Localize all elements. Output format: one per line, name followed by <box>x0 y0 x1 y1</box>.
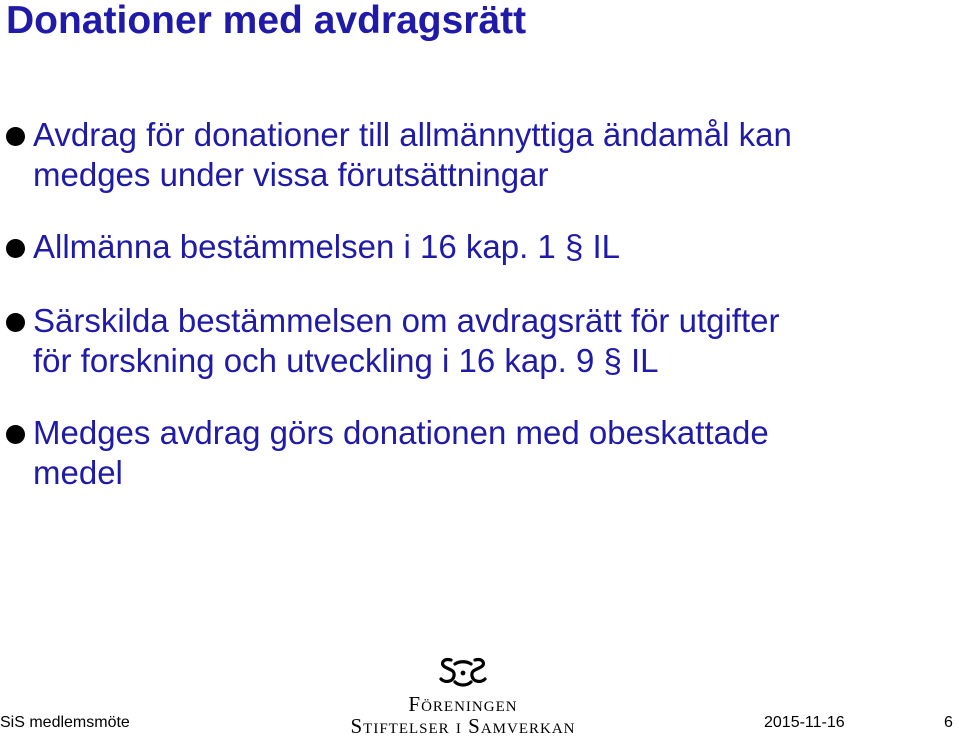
bullet-text-line: Medges avdrag görs donationen med obeskattade <box>33 414 769 451</box>
sis-monogram-icon <box>437 655 489 691</box>
bullet-item <box>33 413 933 493</box>
footer-date: 2015-11-16 <box>764 714 845 731</box>
bullet-text-line: medges under vissa förutsättningar <box>33 156 549 193</box>
logo-text-line1: Föreningen <box>408 692 518 716</box>
bullet-text-line: för forskning och utveckling i 16 kap. 9 § IL <box>33 342 659 379</box>
organization-logo <box>326 655 600 737</box>
bullet-text-line: Avdrag för donationer till allmännyttiga ändamål kan <box>33 116 792 153</box>
bullet-dot-icon <box>6 239 25 258</box>
bullet-dot-icon <box>6 313 25 332</box>
bullet-text-line: Allmänna bestämmelsen i 16 kap. 1 § IL <box>33 228 620 265</box>
bullet-item <box>33 227 933 267</box>
bullet-text-line: Särskilda bestämmelsen om avdragsrätt för utgifter <box>33 302 780 339</box>
bullet-item <box>33 301 933 381</box>
bullet-dot-icon <box>6 127 25 146</box>
footer-page-number: 6 <box>944 714 953 731</box>
footer-event-name: SiS medlemsmöte <box>0 714 130 731</box>
bullet-dot-icon <box>6 425 25 444</box>
bullet-item <box>33 115 933 195</box>
bullet-text-line: medel <box>33 454 123 491</box>
logo-text-line2: Stiftelser i Samverkan <box>350 714 576 737</box>
slide-title: Donationer med avdragsrätt <box>6 0 527 42</box>
